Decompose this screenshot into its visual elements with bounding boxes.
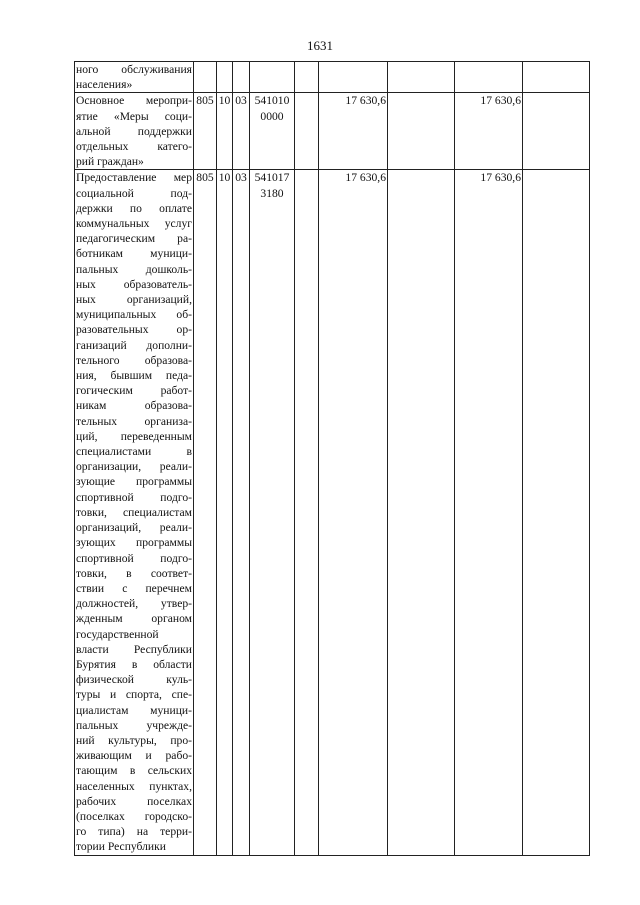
- item-name-line: тельного образова-: [76, 353, 192, 367]
- item-name-line: тельных организа-: [76, 414, 192, 428]
- item-name-line: туры и спорта, спе-: [76, 688, 192, 702]
- item-name-line: держки по оплате: [76, 201, 192, 215]
- subsection-cell: 03: [233, 93, 250, 170]
- table-row: [75, 93, 590, 170]
- section-cell: [217, 62, 233, 93]
- grbs-cell: 805: [194, 170, 217, 855]
- item-name-line: физической куль-: [76, 673, 192, 687]
- item-name-line: ного обслуживания: [76, 63, 192, 76]
- item-name-line: ных образователь-: [76, 277, 192, 291]
- item-name-line: никам образова-: [76, 399, 192, 413]
- item-name-line: рий граждан»: [76, 155, 144, 169]
- subsection-cell: 03: [233, 170, 250, 855]
- item-name-line: организации, реали-: [76, 460, 192, 474]
- amount-cell: 17 630,6: [319, 93, 388, 170]
- amount-cell: 17 630,6: [455, 93, 523, 170]
- item-name-line: ганизаций дополни-: [76, 338, 192, 352]
- item-name-line: разовательных ор-: [76, 323, 192, 337]
- expense-type-cell: [295, 62, 319, 93]
- item-name-line: ботникам муници-: [76, 247, 192, 261]
- target-article-cell: 541010 0000: [250, 93, 295, 170]
- amount-cell: [523, 93, 590, 170]
- amount-cell: [388, 62, 455, 93]
- amount-cell: [388, 170, 455, 855]
- item-name-line: спортивной подго-: [76, 490, 192, 504]
- item-name-line: пальных дошколь-: [76, 262, 192, 276]
- amount-cell: [523, 170, 590, 855]
- grbs-cell: 805: [194, 93, 217, 170]
- expense-type-cell: [295, 93, 319, 170]
- item-name-line: коммунальных услуг: [76, 217, 192, 231]
- item-name-line: педагогическим ра-: [76, 232, 192, 246]
- amount-cell: 17 630,6: [319, 170, 388, 855]
- item-name-line: населения»: [76, 78, 133, 92]
- page-number: 1631: [307, 38, 333, 53]
- amount-cell: [455, 62, 523, 93]
- grbs-cell: [194, 62, 217, 93]
- item-name-line: ций, переведенным: [76, 429, 192, 443]
- expense-type-cell: [295, 170, 319, 855]
- amount-cell: [388, 93, 455, 170]
- item-name-line: ния, бывшим педа-: [76, 369, 192, 383]
- item-name-line: отдельных катего-: [76, 140, 192, 154]
- item-name-line: живающим и рабо-: [76, 749, 192, 763]
- budget-table: [74, 61, 590, 856]
- item-name-line: социальной под-: [76, 186, 192, 200]
- item-name-cell: [75, 93, 194, 170]
- item-name-line: (поселках городско-: [76, 809, 192, 823]
- amount-cell: 17 630,6: [455, 170, 523, 855]
- table-row: [75, 170, 590, 855]
- item-name-line: зующие программы: [76, 475, 192, 489]
- item-name-cell: [75, 62, 194, 93]
- item-name-line: ний культуры, про-: [76, 733, 192, 747]
- item-name-line: государственной: [76, 627, 159, 641]
- item-name-line: организаций, реали-: [76, 521, 192, 535]
- item-name-line: Основное меропри-: [76, 94, 192, 108]
- section-cell: 10: [217, 93, 233, 170]
- item-name-line: товки, в соответ-: [76, 566, 192, 580]
- item-name-line: го типа) на терри-: [76, 825, 192, 839]
- item-name-line: ных организаций,: [76, 293, 192, 307]
- amount-cell: [523, 62, 590, 93]
- item-name-line: ятие «Меры соци-: [76, 109, 192, 123]
- item-name-line: рабочих поселках: [76, 794, 192, 808]
- subsection-cell: [233, 62, 250, 93]
- item-name-line: специалистами в: [76, 445, 192, 459]
- item-name-line: спортивной подго-: [76, 551, 192, 565]
- item-name-line: Бурятия в области: [76, 657, 192, 671]
- item-name-line: зующих программы: [76, 536, 192, 550]
- table-row: [75, 62, 590, 93]
- table-body: [75, 62, 590, 856]
- target-article-cell: [250, 62, 295, 93]
- item-name-line: власти Республики: [76, 642, 192, 656]
- item-name-line: товки, специалистам: [76, 505, 192, 519]
- item-name-line: тории Республики: [76, 840, 166, 854]
- item-name-line: циалистам муници-: [76, 703, 192, 717]
- item-name-cell: [75, 170, 194, 855]
- item-name-line: населенных пунктах,: [76, 779, 192, 793]
- item-name-line: должностей, утвер-: [76, 597, 192, 611]
- item-name-line: пальных учрежде-: [76, 718, 192, 732]
- item-name-line: ствии с перечнем: [76, 581, 192, 595]
- amount-cell: [319, 62, 388, 93]
- section-cell: 10: [217, 170, 233, 855]
- item-name-line: альной поддержки: [76, 124, 192, 138]
- target-article-cell: 541017 3180: [250, 170, 295, 855]
- item-name-line: гогическим работ-: [76, 384, 192, 398]
- item-name-line: тающим в сельских: [76, 764, 192, 778]
- item-name-line: жденным органом: [76, 612, 192, 626]
- item-name-line: Предоставление мер: [76, 171, 192, 185]
- item-name-line: муниципальных об-: [76, 308, 192, 322]
